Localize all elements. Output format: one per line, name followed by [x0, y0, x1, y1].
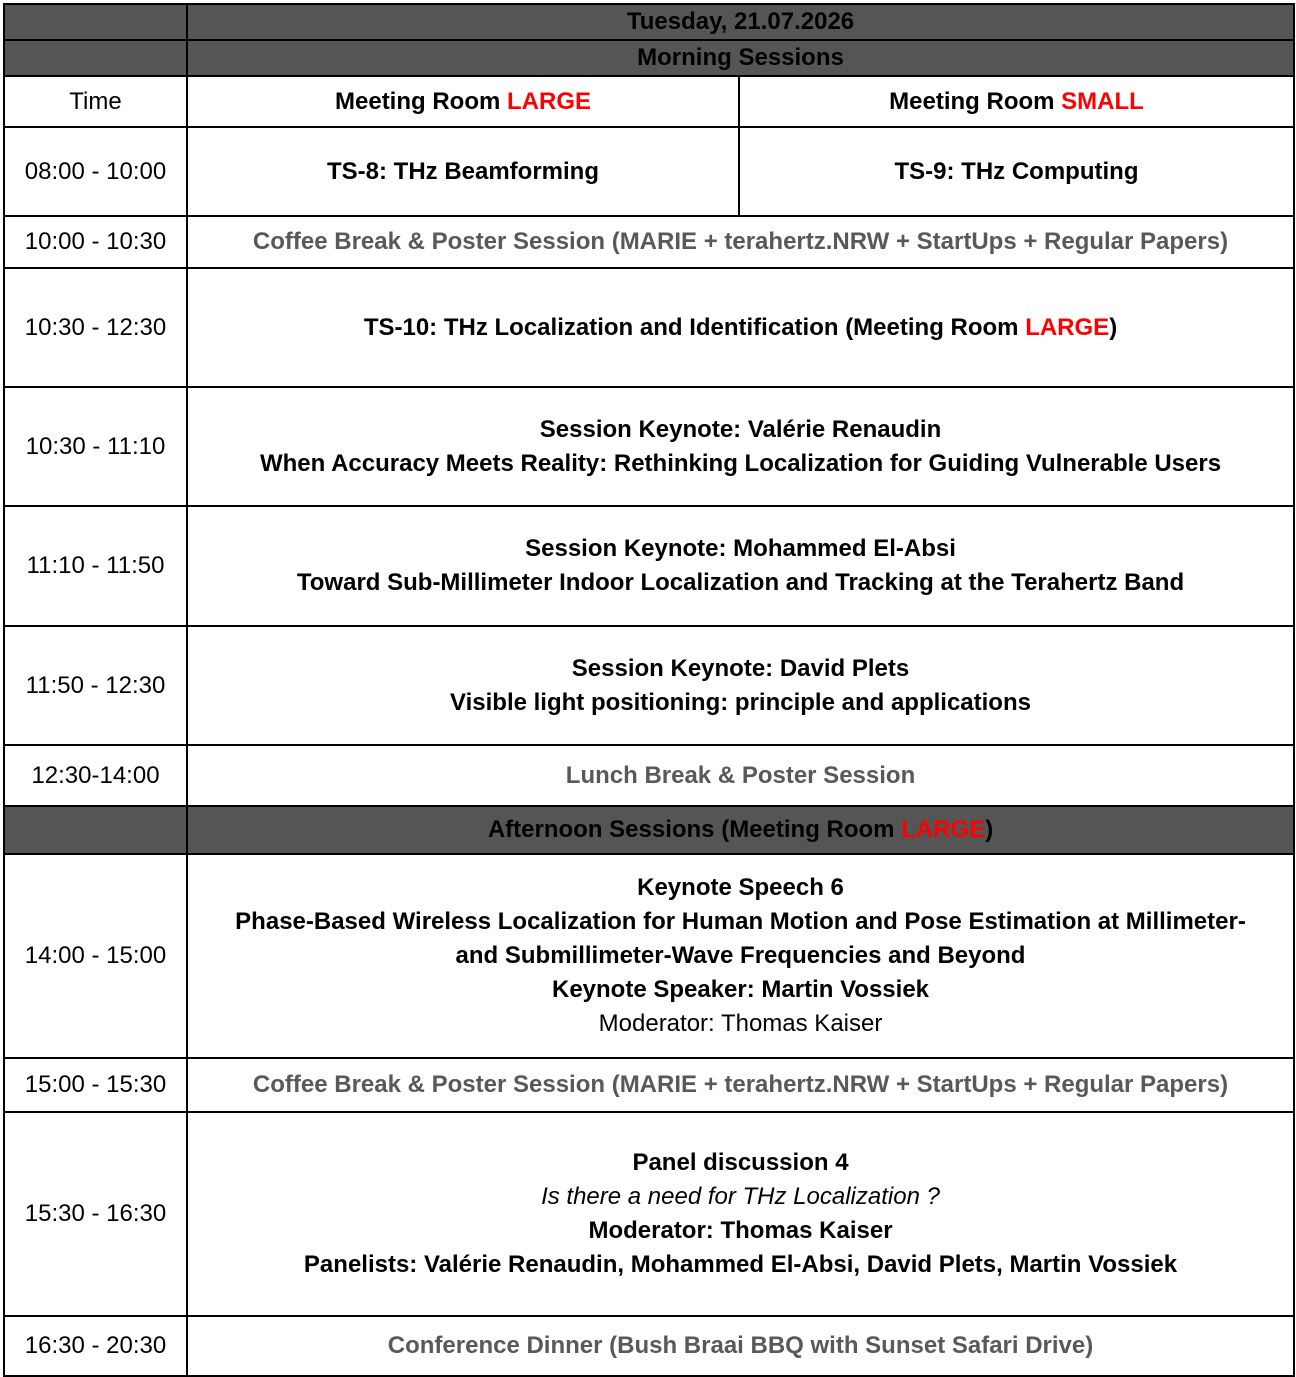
schedule-row — [4, 216, 1294, 268]
header-blank-cell — [4, 806, 187, 854]
ts10-session — [187, 268, 1294, 387]
panelists: Panelists: Valérie Renaudin, Mohammed El-Absi, David Plets, Martin Vossiek — [303, 1251, 1178, 1278]
conference-dinner-text: Conference Dinner (Bush Braai BBQ with Sunset Safari Drive) — [187, 1316, 1294, 1376]
afternoon-sessions-title — [187, 806, 1294, 854]
time-cell: 12:30-14:00 — [4, 745, 187, 806]
date-title: Tuesday, 21.07.2026 — [187, 4, 1294, 40]
moderator: Moderator: Thomas Kaiser — [598, 1010, 883, 1037]
header-blank-cell — [4, 4, 187, 40]
schedule-table — [3, 3, 1295, 1377]
ts10-room-highlight: LARGE — [1025, 313, 1110, 341]
schedule-row — [4, 1316, 1294, 1376]
room-large-label: Meeting Room — [335, 87, 507, 115]
afternoon-header-row — [4, 806, 1294, 854]
time-cell: 11:10 - 11:50 — [4, 506, 187, 626]
time-cell: 15:00 - 15:30 — [4, 1058, 187, 1112]
panel-cell — [187, 1112, 1294, 1316]
panel-topic: Is there a need for THz Localization ? — [541, 1183, 940, 1210]
column-header-row — [4, 76, 1294, 127]
session-small: TS-9: THz Computing — [739, 127, 1294, 216]
ts10-title: TS-10: THz Localization and Identification (Meeting Room — [363, 313, 1026, 341]
room-large-header — [187, 76, 739, 127]
afternoon-label: Afternoon Sessions (Meeting Room — [487, 816, 902, 843]
date-header-row — [4, 4, 1294, 40]
time-cell: 10:00 - 10:30 — [4, 216, 187, 268]
time-cell: 16:30 - 20:30 — [4, 1316, 187, 1376]
room-large-highlight: LARGE — [507, 87, 591, 115]
keynote-title: Visible light positioning: principle and applications — [450, 688, 1031, 716]
keynote-cell — [187, 626, 1294, 745]
schedule-row — [4, 387, 1294, 506]
keynote-speech-cell — [187, 854, 1294, 1058]
time-cell: 15:30 - 16:30 — [4, 1112, 187, 1316]
schedule-row — [4, 1058, 1294, 1112]
time-cell: 14:00 - 15:00 — [4, 854, 187, 1058]
schedule-row — [4, 506, 1294, 626]
time-cell: 08:00 - 10:00 — [4, 127, 187, 216]
keynote-speech-number: Keynote Speech 6 — [637, 874, 844, 901]
room-small-label: Meeting Room — [889, 87, 1062, 115]
schedule-row — [4, 1112, 1294, 1316]
panel-moderator: Moderator: Thomas Kaiser — [588, 1217, 893, 1244]
keynote-title: Toward Sub-Millimeter Indoor Localization and Tracking at the Terahertz Band — [296, 569, 1185, 596]
schedule-row — [4, 854, 1294, 1058]
morning-sessions-title: Morning Sessions — [187, 40, 1294, 76]
keynote-speech-title-1: Phase-Based Wireless Localization for Human Motion and Pose Estimation at Millimeter- — [235, 908, 1246, 935]
afternoon-room-highlight: LARGE — [901, 816, 986, 843]
keynote-cell — [187, 506, 1294, 626]
afternoon-close-paren: ) — [985, 816, 994, 843]
schedule-row — [4, 745, 1294, 806]
morning-header-row — [4, 40, 1294, 76]
panel-title: Panel discussion 4 — [632, 1149, 849, 1176]
schedule-row — [4, 127, 1294, 216]
schedule-row — [4, 268, 1294, 387]
time-cell: 10:30 - 12:30 — [4, 268, 187, 387]
keynote-speaker: Session Keynote: David Plets — [571, 654, 910, 682]
header-blank-cell — [4, 40, 187, 76]
time-cell: 10:30 - 11:10 — [4, 387, 187, 506]
keynote-speaker: Session Keynote: Mohammed El-Absi — [525, 535, 956, 562]
keynote-speaker: Session Keynote: Valérie Renaudin — [539, 415, 942, 443]
keynote-speaker: Keynote Speaker: Martin Vossiek — [551, 976, 930, 1003]
keynote-cell — [187, 387, 1294, 506]
room-small-header — [739, 76, 1294, 127]
ts10-close-paren: ) — [1109, 313, 1118, 341]
time-cell: 11:50 - 12:30 — [4, 626, 187, 745]
coffee-break-text: Coffee Break & Poster Session (MARIE + terahertz.NRW + StartUps + Regular Papers) — [187, 1058, 1294, 1112]
schedule-row — [4, 626, 1294, 745]
session-large: TS-8: THz Beamforming — [187, 127, 739, 216]
keynote-title: When Accuracy Meets Reality: Rethinking Localization for Guiding Vulnerable Users — [259, 449, 1222, 477]
keynote-speech-title-2: and Submillimeter-Wave Frequencies and Beyond — [455, 942, 1026, 969]
lunch-break-text: Lunch Break & Poster Session — [187, 745, 1294, 806]
time-column-header: Time — [4, 76, 187, 127]
room-small-highlight: SMALL — [1061, 87, 1144, 115]
coffee-break-text: Coffee Break & Poster Session (MARIE + terahertz.NRW + StartUps + Regular Papers) — [187, 216, 1294, 268]
